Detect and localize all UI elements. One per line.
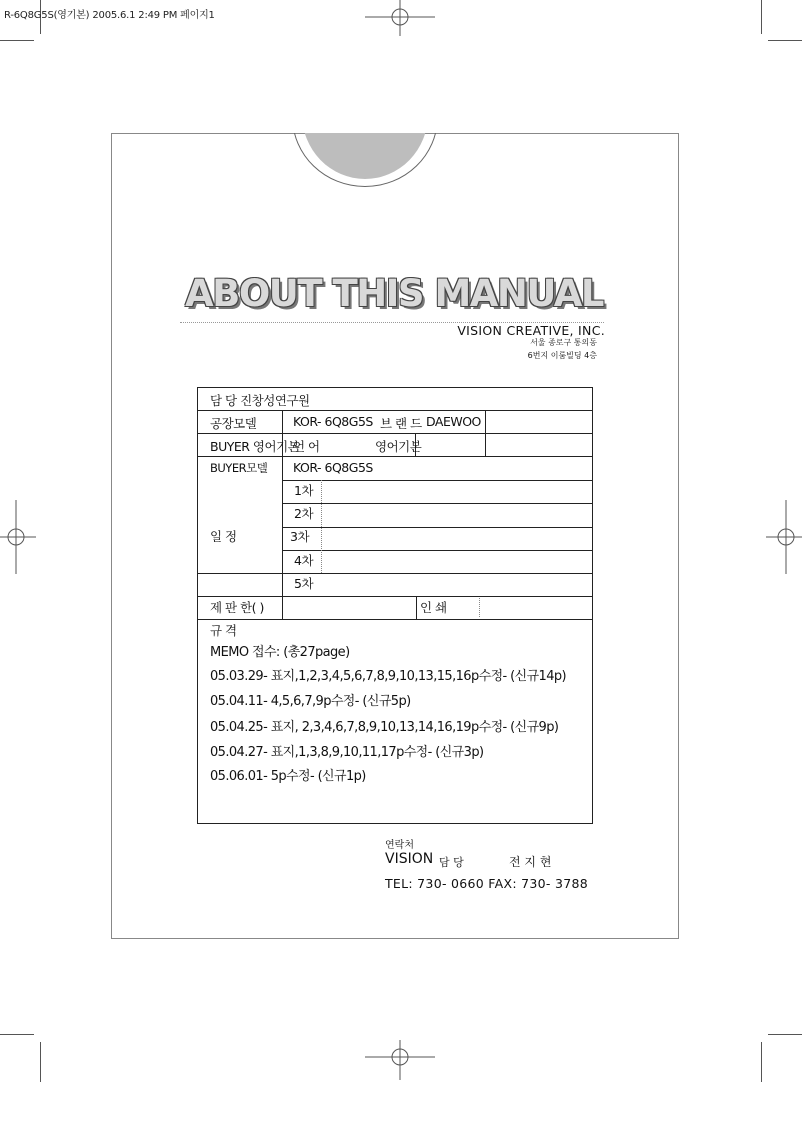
schedule-round-2: 2차 bbox=[294, 506, 314, 521]
production-form bbox=[197, 387, 593, 824]
schedule-round-4: 4차 bbox=[294, 553, 314, 568]
language-value: 영어기본 bbox=[375, 439, 422, 454]
buyer-label: BUYER 영어기본 bbox=[210, 439, 300, 454]
company-address-line2: 6번지 이룸빌딩 4층 bbox=[527, 351, 597, 360]
page-title: ABOUT THIS MANUAL bbox=[185, 272, 603, 315]
factory-model-value: KOR- 6Q8G5S bbox=[293, 414, 373, 429]
registration-mark-top bbox=[365, 0, 435, 40]
print-header: R-6Q8G5S(영기본) 2005.6.1 2:49 PM 페이지1 bbox=[4, 10, 215, 21]
buyer-model-label: BUYER모델 bbox=[210, 461, 268, 475]
manager-row: 담 당 진창성연구원 bbox=[210, 393, 310, 408]
contact-company: VISION bbox=[385, 851, 434, 867]
edition-label: 제 판 한( ) bbox=[210, 600, 264, 615]
memo-line: 05.03.29- 표지,1,2,3,4,5,6,7,8,9,10,13,15,16p수정- (신규14p) bbox=[210, 669, 567, 684]
memo-line: 05.06.01- 5p수정- (신규1p) bbox=[210, 769, 366, 784]
company-name: VISION CREATIVE, INC. bbox=[457, 323, 605, 338]
schedule-round-1: 1차 bbox=[294, 483, 314, 498]
company-address-line1: 서울 종로구 통의동 bbox=[530, 338, 597, 347]
memo-line: 05.04.25- 표지, 2,3,4,6,7,8,9,10,13,14,16,19p수정- (신규9p) bbox=[210, 720, 559, 735]
schedule-label: 일 정 bbox=[210, 529, 237, 544]
schedule-round-3: 3차 bbox=[290, 529, 310, 544]
registration-mark-left bbox=[0, 500, 36, 574]
language-label: 언 어 bbox=[293, 439, 320, 454]
contact-label: 연락처 bbox=[385, 840, 414, 851]
print-label: 인 쇄 bbox=[420, 600, 447, 615]
spec-label: 규 격 bbox=[210, 623, 237, 638]
registration-mark-bottom bbox=[365, 1040, 435, 1080]
buyer-model-value: KOR- 6Q8G5S bbox=[293, 460, 373, 475]
memo-line: 05.04.11- 4,5,6,7,9p수정- (신규5p) bbox=[210, 694, 411, 709]
brand-value: DAEWOO bbox=[426, 414, 481, 429]
contact-phone: TEL: 730- 0660 FAX: 730- 3788 bbox=[385, 876, 589, 891]
memo-line: 05.04.27- 표지,1,3,8,9,10,11,17p수정- (신규3p) bbox=[210, 745, 484, 760]
schedule-round-5: 5차 bbox=[294, 576, 314, 591]
memo-header: MEMO 접수: (총27page) bbox=[210, 645, 350, 660]
registration-mark-right bbox=[766, 500, 802, 574]
brand-label: 브 랜 드 bbox=[380, 416, 422, 431]
contact-person: 전 지 현 bbox=[509, 855, 552, 869]
decorative-oval bbox=[292, 133, 438, 189]
factory-model-label: 공장모델 bbox=[210, 416, 257, 431]
contact-role: 담 당 bbox=[439, 856, 464, 869]
